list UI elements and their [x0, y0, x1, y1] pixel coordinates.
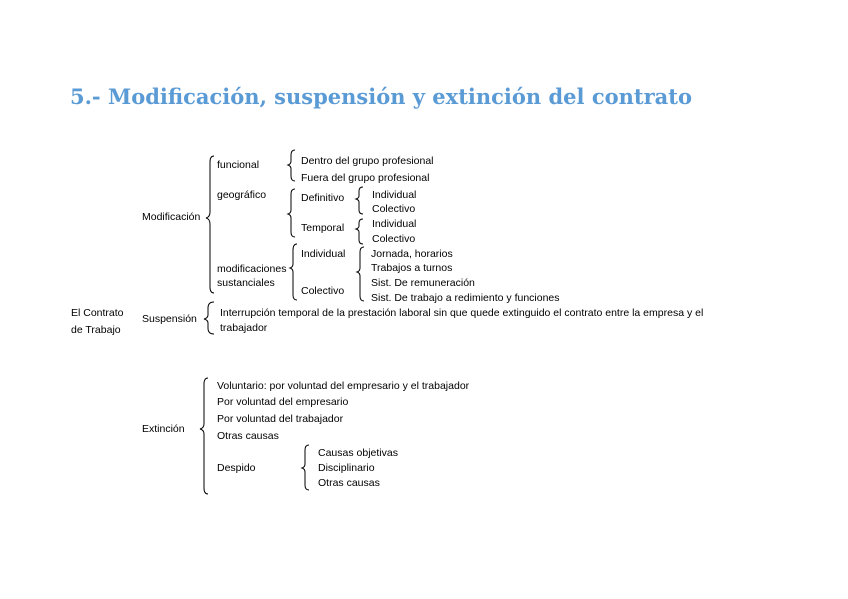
funcional-label: funcional [217, 159, 260, 171]
sustanciales-item: Sist. De trabajo a redimiento y funciones [371, 292, 560, 304]
modificacion-label: Modificación [142, 211, 201, 223]
despido-label: Despido [217, 462, 256, 474]
definitivo-item: Colectivo [372, 203, 416, 215]
suspension-text-line2: trabajador [220, 322, 268, 334]
definitivo-item: Individual [372, 189, 417, 201]
bracket-temporal [356, 219, 363, 244]
sustanciales-item: Jornada, horarios [371, 248, 453, 260]
bracket-funcional [288, 150, 295, 181]
bracket-suspension [204, 302, 214, 334]
funcional-item: Fuera del grupo profesional [301, 172, 430, 184]
page-title: 5.- Modificación, suspensión y extinción del contrato [70, 84, 692, 109]
despido-item: Disciplinario [318, 462, 375, 474]
suspension-label: Suspensión [142, 313, 197, 325]
temporal-item: Individual [372, 218, 417, 230]
extincion-item: Voluntario: por voluntad del empresario y el trabajador [217, 380, 470, 392]
definitivo-label: Definitivo [301, 192, 345, 204]
extincion-item: Otras causas [217, 430, 279, 442]
bracket-sustanciales-items [357, 247, 364, 301]
bracket-despido [302, 445, 309, 490]
extincion-item: Por voluntad del empresario [217, 396, 349, 408]
bracket-geografico [288, 189, 295, 237]
geografico-label: geográfico [217, 189, 267, 201]
sustanciales-label-line1: modificaciones [217, 263, 287, 275]
suspension-text-line1: Interrupción temporal de la prestación laboral sin que quede extinguido el contrato entre la empresa y el [220, 307, 704, 319]
extincion-label: Extinción [142, 423, 185, 435]
sustanciales-individual: Individual [301, 248, 346, 260]
bracket-definitivo [356, 187, 363, 214]
funcional-item: Dentro del grupo profesional [301, 155, 434, 167]
despido-item: Otras causas [318, 477, 380, 489]
root-label-line2: de Trabajo [71, 324, 121, 336]
despido-item: Causas objetivas [318, 447, 398, 459]
bracket-sustanciales [290, 244, 297, 300]
bracket-extincion [200, 378, 208, 494]
bracket-modificacion [206, 156, 214, 293]
sustanciales-item: Trabajos a turnos [371, 262, 453, 274]
extincion-item: Por voluntad del trabajador [217, 413, 344, 425]
temporal-item: Colectivo [372, 233, 416, 245]
sustanciales-item: Sist. De remuneración [371, 277, 475, 289]
sustanciales-label-line2: sustanciales [217, 277, 275, 289]
temporal-label: Temporal [301, 222, 345, 234]
sustanciales-colectivo: Colectivo [301, 285, 345, 297]
root-label-line1: El Contrato [71, 307, 124, 319]
